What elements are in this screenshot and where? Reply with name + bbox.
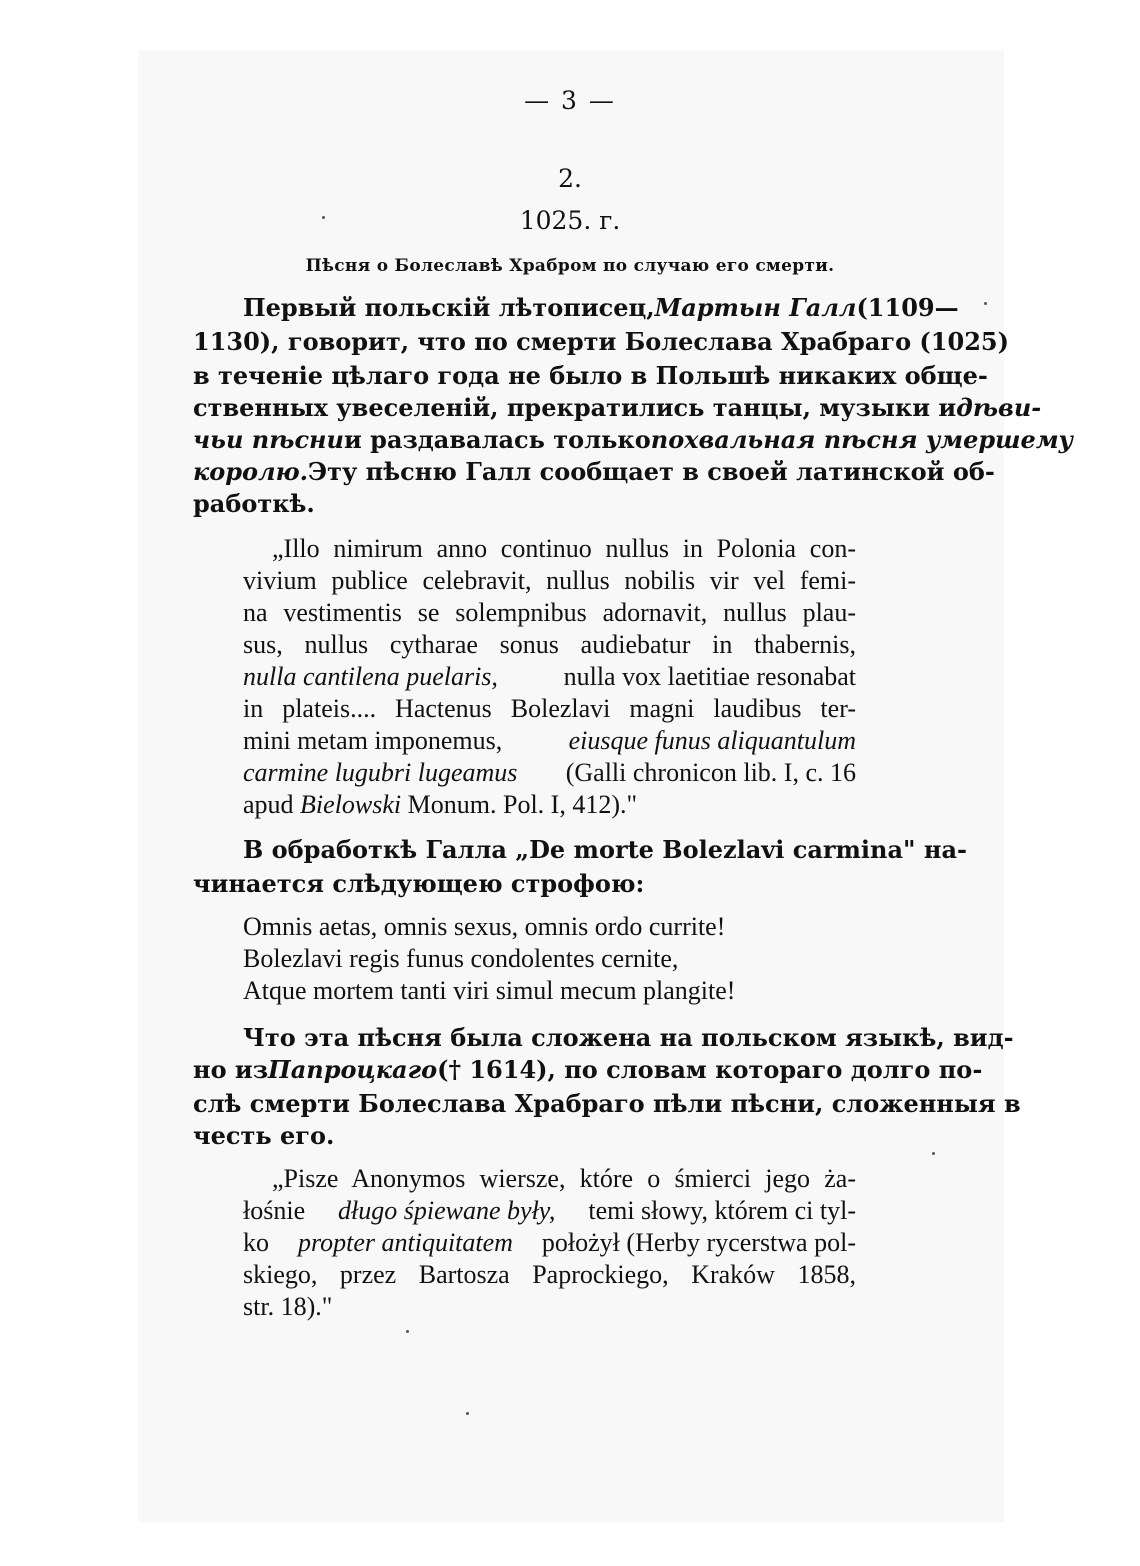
quote1-line-8: carmine lugubri lugeamus (Galli chronicon lib. I, c. 16	[243, 758, 856, 787]
quote1-line-9: apud Bielowski Monum. Pol. I, 412)."	[243, 790, 638, 819]
para3-line-1: Что эта пѣсня была сложена на польском языкѣ, вид-	[243, 1023, 1014, 1052]
quote1-line-6: in plateis.... Hactenus Bolezlavi magni laudibus ter-	[243, 694, 856, 723]
para1-line-7: работкѣ.	[193, 489, 315, 518]
quote1-line-5: nulla cantilena puelaris, nulla vox laetitiae resonabat	[243, 662, 856, 691]
year-heading: 1025. г.	[519, 206, 621, 235]
scan-speck	[932, 1152, 935, 1155]
quote1-line-7: mini metam imponemus, eiusque funus aliquantulum	[243, 726, 856, 755]
quote1-line-2: vivium publice celebravit, nullus nobilis vir vel femi-	[243, 566, 856, 595]
quote2-line-1: „Pisze Anonymos wiersze, które o śmierci jego ża-	[272, 1164, 856, 1193]
scan-speck	[466, 1412, 469, 1415]
verse-line-2: Bolezlavi regis funus condolentes cernite,	[243, 944, 679, 973]
para1-line-3: в теченіе цѣлаго года не было в Польшѣ никаких обще-	[193, 361, 988, 390]
para1-line-6: королю. Эту пѣсню Галл сообщает в своей латинской об-	[193, 457, 995, 486]
scan-speck	[984, 302, 987, 305]
para3-line-3: слѣ смерти Болеслава Храбраго пѣли пѣсни, сложенныя в	[193, 1089, 1021, 1118]
quote1-line-4: sus, nullus cytharae sonus audiebatur in thabernis,	[243, 630, 856, 659]
para3-line-4: честь его.	[193, 1121, 335, 1150]
scan-speck	[322, 216, 325, 219]
para2-line-1: В обработкѣ Галла „De morte Bolezlavi carmina" на-	[243, 835, 967, 864]
para1-line-4: ственных увеселеній, прекратились танцы, музыки и дѣви-	[193, 393, 1042, 422]
verse-line-3: Atque mortem tanti viri simul mecum plangite!	[243, 976, 736, 1005]
section-title: Пѣсня о Болеславѣ Храбром по случаю его смерти.	[305, 256, 835, 276]
quote2-line-3: ko propter antiquitatem położył (Herby rycerstwa pol-	[243, 1228, 856, 1257]
para3-line-2: но из Папроцкаго († 1614), по словам котораго долго по-	[193, 1055, 983, 1084]
quote2-line-4: skiego, przez Bartosza Paprockiego, Kraków 1858,	[243, 1260, 856, 1289]
quote2-line-5: str. 18)."	[243, 1292, 333, 1321]
verse-line-1: Omnis aetas, omnis sexus, omnis ordo currite!	[243, 912, 726, 941]
section-number: 2.	[558, 164, 582, 193]
page-number: — 3 —	[524, 86, 616, 115]
quote1-line-1: „Illo nimirum anno continuo nullus in Polonia con-	[272, 534, 856, 563]
quote1-line-3: na vestimentis se solempnibus adornavit, nullus plau-	[243, 598, 856, 627]
para2-line-2: чинается слѣдующею строфою:	[193, 869, 645, 898]
para1-line-1: Первый польскій лѣтописец, Мартын Галл (1109—	[243, 293, 959, 322]
quote2-line-2: łośnie długo śpiewane były, temi słowy, którem ci tyl-	[243, 1196, 856, 1225]
para1-line-2: 1130), говорит, что по смерти Болеслава Храбраго (1025)	[193, 327, 1009, 356]
scan-speck	[406, 1330, 409, 1333]
para1-line-5: чьи пѣсни и раздавалась только похвальная пѣсня умершему	[193, 425, 1073, 454]
